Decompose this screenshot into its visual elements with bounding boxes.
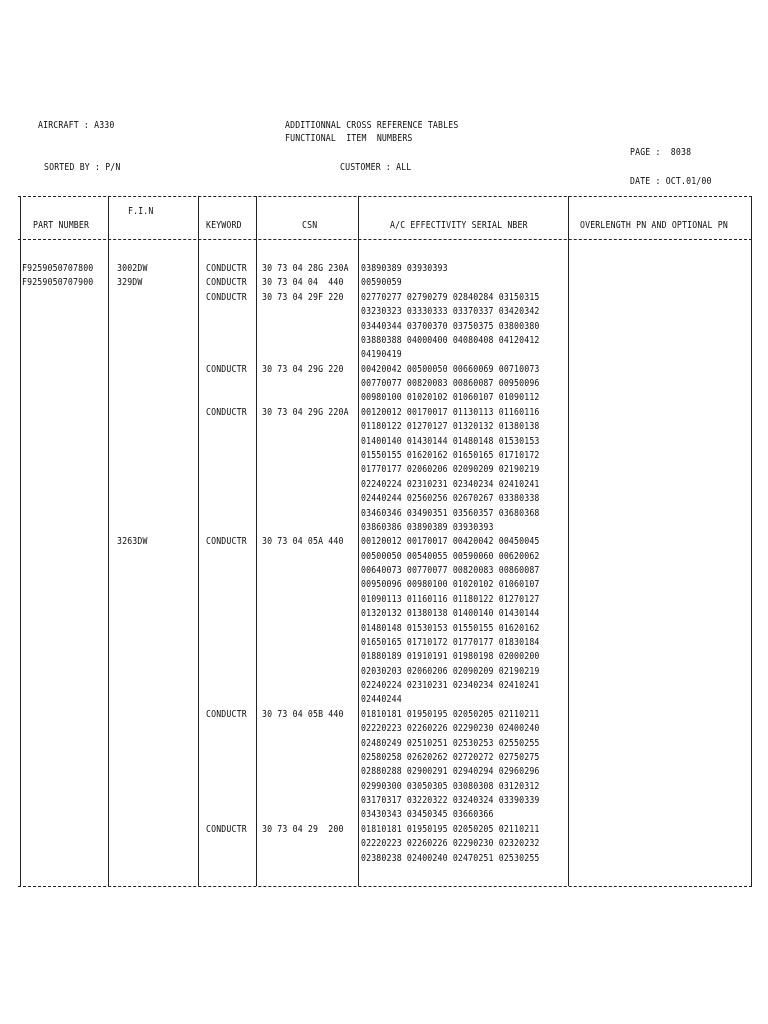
cell-effectivity: 01480148 01530153 01550155 01620162 [361, 622, 540, 634]
cell-effectivity: 00980100 01020102 01060107 01090112 [361, 392, 540, 404]
col-border-csn [358, 196, 359, 886]
cell-effectivity: 00950096 00980100 01020102 01060107 [361, 579, 540, 591]
cell-effectivity: 00120012 00170017 00420042 00450045 [361, 536, 540, 548]
cell-effectivity: 01320132 01380138 01400140 01430144 [361, 608, 540, 620]
cell-keyword: CONDUCTR [206, 263, 247, 274]
sorted-by-label: SORTED BY : P/N [44, 162, 121, 173]
cell-keyword: CONDUCTR [206, 708, 247, 720]
cell-keyword: CONDUCTR [206, 536, 247, 548]
report-date: DATE : OCT.01/00 [630, 176, 712, 187]
cell-effectivity: 00590059 [361, 277, 402, 289]
cell-effectivity: 01400140 01430144 01480148 01530153 [361, 435, 540, 447]
cell-csn: 30 73 04 05A 440 [262, 536, 344, 548]
col-header-csn: CSN [302, 220, 318, 231]
cell-effectivity: 02030203 02060206 02090209 02190219 [361, 665, 540, 677]
cell-keyword: CONDUCTR [206, 363, 247, 375]
table-top-rule [18, 196, 752, 197]
report-title: ADDITIONNAL CROSS REFERENCE TABLES [285, 120, 459, 131]
cell-keyword: CONDUCTR [206, 291, 247, 303]
cell-effectivity: 02580258 02620262 02720272 02750275 [361, 751, 540, 763]
cell-csn: 30 73 04 29G 220 [262, 363, 344, 375]
col-border-effectivity [568, 196, 569, 886]
col-border-left [20, 196, 21, 886]
cell-effectivity: 00500050 00540055 00590060 00620062 [361, 550, 540, 562]
cell-effectivity: 01650165 01710172 01770177 01830184 [361, 636, 540, 648]
cell-effectivity: 03880388 04000400 04080408 04120412 [361, 334, 540, 346]
cell-effectivity: 03170317 03220322 03240324 03390339 [361, 795, 540, 807]
cell-csn: 30 73 04 29 200 [262, 823, 344, 835]
cell-effectivity: 02220223 02260226 02290230 02320232 [361, 838, 540, 850]
cell-keyword: CONDUCTR [206, 277, 247, 289]
aircraft-label: AIRCRAFT : A330 [38, 120, 115, 131]
cell-effectivity: 02770277 02790279 02840284 03150315 [361, 291, 540, 303]
header-bottom-rule [18, 239, 752, 240]
cell-fin: 3263DW [117, 536, 148, 548]
cell-effectivity: 01550155 01620162 01650165 01710172 [361, 449, 540, 461]
cell-csn: 30 73 04 28G 230A [262, 263, 349, 274]
cell-effectivity: 00420042 00500050 00660069 00710073 [361, 363, 540, 375]
cell-effectivity: 01810181 01950195 02050205 02110211 [361, 708, 540, 720]
cell-effectivity: 02880288 02900291 02940294 02960296 [361, 766, 540, 778]
cell-effectivity: 03460346 03490351 03560357 03680368 [361, 507, 540, 519]
cell-effectivity: 00770077 00820083 00860087 00950096 [361, 378, 540, 389]
cell-csn: 30 73 04 29G 220A [262, 406, 349, 418]
cell-effectivity: 01180122 01270127 01320132 01380138 [361, 421, 540, 433]
col-header-effectivity: A/C EFFECTIVITY SERIAL NBER [390, 220, 528, 231]
col-border-right [751, 196, 752, 886]
col-header-overlength: OVERLENGTH PN AND OPTIONAL PN [580, 220, 728, 231]
cell-csn: 30 73 04 29F 220 [262, 291, 344, 303]
cell-effectivity: 02380238 02400240 02470251 02530255 [361, 852, 540, 864]
cell-effectivity: 02480249 02510251 02530253 02550255 [361, 737, 540, 749]
col-border-pn [108, 196, 109, 886]
col-border-fin [198, 196, 199, 886]
customer-label: CUSTOMER : ALL [340, 162, 412, 173]
cell-effectivity: 03440344 03700370 03750375 03800380 [361, 320, 540, 332]
col-header-fin: F.I.N [128, 206, 154, 217]
cell-csn: 30 73 04 04 440 [262, 277, 344, 289]
cell-fin: 329DW [117, 277, 143, 289]
cell-effectivity: 03230323 03330333 03370337 03420342 [361, 306, 540, 318]
col-header-keyword: KEYWORD [206, 220, 242, 231]
cell-keyword: CONDUCTR [206, 406, 247, 418]
cell-effectivity: 02240224 02310231 02340234 02410241 [361, 680, 540, 691]
cell-part-number: F9259050707800 [22, 263, 94, 274]
cell-effectivity: 01810181 01950195 02050205 02110211 [361, 823, 540, 835]
cell-effectivity: 03860386 03890389 03930393 [361, 521, 494, 533]
cell-fin: 3002DW [117, 263, 148, 274]
cell-effectivity: 03430343 03450345 03660366 [361, 809, 494, 821]
col-header-part-number: PART NUMBER [33, 220, 90, 231]
cell-keyword: CONDUCTR [206, 823, 247, 835]
cell-effectivity: 01770177 02060206 02090209 02190219 [361, 464, 540, 476]
page-number: PAGE : 8038 [630, 147, 692, 158]
table-bottom-rule [18, 886, 752, 887]
cell-effectivity: 02440244 [361, 694, 402, 706]
cell-effectivity: 00120012 00170017 01130113 01160116 [361, 406, 540, 418]
cell-effectivity: 02440244 02560256 02670267 03380338 [361, 493, 540, 505]
cell-effectivity: 02220223 02260226 02290230 02400240 [361, 723, 540, 735]
cell-effectivity: 00640073 00770077 00820083 00860087 [361, 565, 540, 576]
cell-csn: 30 73 04 05B 440 [262, 708, 344, 720]
cell-part-number: F9259050707900 [22, 277, 94, 289]
cell-effectivity: 01880189 01910191 01980198 02000200 [361, 651, 540, 663]
cell-effectivity: 01090113 01160116 01180122 01270127 [361, 593, 540, 605]
cell-effectivity: 03890389 03930393 [361, 263, 448, 274]
report-subtitle: FUNCTIONAL ITEM NUMBERS [285, 133, 413, 144]
col-border-keyword [256, 196, 257, 886]
cell-effectivity: 02990300 03050305 03080308 03120312 [361, 780, 540, 792]
cell-effectivity: 02240224 02310231 02340234 02410241 [361, 478, 540, 490]
cell-effectivity: 04190419 [361, 349, 402, 361]
